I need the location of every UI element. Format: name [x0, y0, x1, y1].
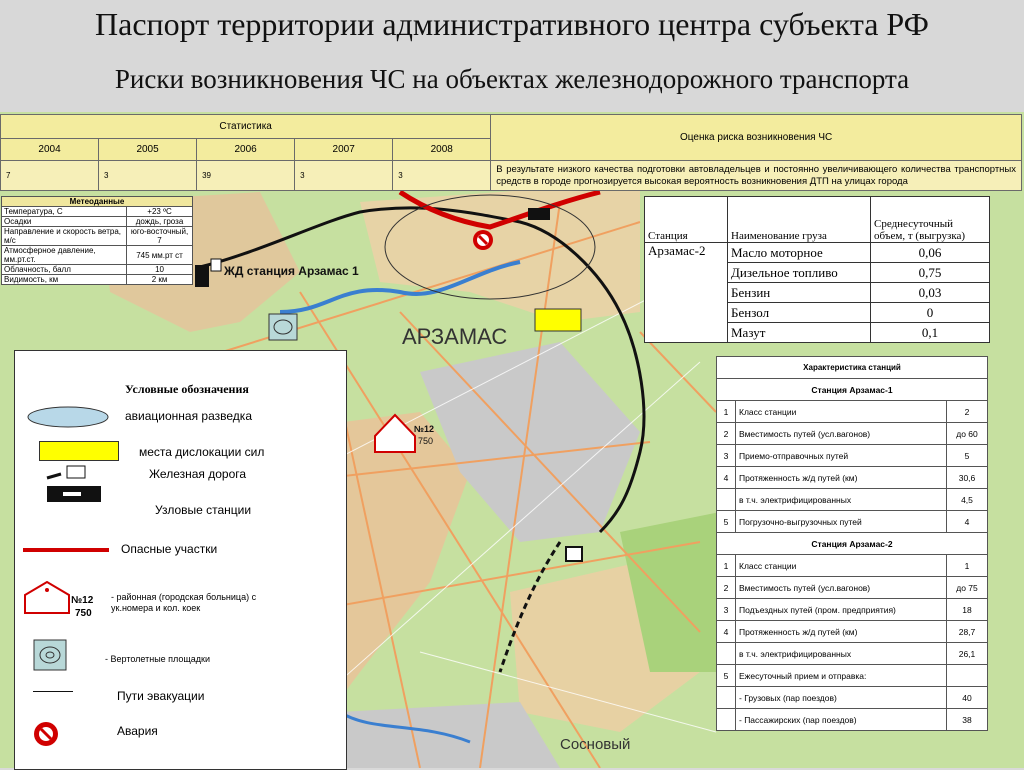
evac-line-icon: [33, 691, 73, 692]
row-label: Погрузочно-выгрузочных путей: [736, 511, 947, 533]
row-label: Подъездных путей (пром. предприятия): [736, 599, 947, 621]
cargo-value: 0,06: [871, 243, 990, 263]
legend-danger: Опасные участки: [121, 542, 218, 556]
row-label: Класс станции: [736, 401, 947, 423]
year-cell: 2008: [393, 139, 491, 161]
row-value: до 75: [947, 577, 988, 599]
cargo-header: Наименование груза: [728, 197, 871, 243]
cargo-name: Бензин: [728, 283, 871, 303]
row-num: 2: [717, 577, 736, 599]
row-label: Приемо-отправочных путей: [736, 445, 947, 467]
legend-hospital: - районная (городская больница) с ук.номера и кол. коек: [111, 592, 257, 613]
meteo-title: Метеоданные: [2, 197, 193, 207]
row-label: Вместимость путей (усл.вагонов): [736, 577, 947, 599]
row-label: Ежесуточный прием и отправка:: [736, 665, 947, 687]
meteo-label: Осадки: [2, 217, 127, 227]
risk-header: Оценка риска возникновения ЧС: [491, 115, 1022, 161]
meteo-value: 745 мм.рт ст: [127, 246, 193, 265]
header-bar: [0, 0, 1024, 112]
value-cell: 3: [295, 161, 393, 191]
row-label: Вместимость путей (усл.вагонов): [736, 423, 947, 445]
legend-heli: - Вертолетные площадки: [105, 654, 211, 664]
meteo-value: 10: [127, 265, 193, 275]
meteo-value: дождь, гроза: [127, 217, 193, 227]
legend-force-sites: места дислокации сил: [139, 445, 265, 459]
meteo-label: Температура, С: [2, 207, 127, 217]
cargo-value: 0,03: [871, 283, 990, 303]
row-label: в т.ч. электрифицированных: [736, 643, 947, 665]
row-value: 4,5: [947, 489, 988, 511]
row-num: 5: [717, 511, 736, 533]
row-num: 3: [717, 599, 736, 621]
row-value: 1: [947, 555, 988, 577]
map-hospital-beds: 750: [418, 436, 434, 446]
air-recon-icon: [25, 405, 111, 429]
row-value: 18: [947, 599, 988, 621]
risk-text: В результате низкого качества подготовки автовладельцев и постоянно увеличивающего количества транспортных средств в городе прогнозируется высокая вероятность возникновения ДТП на улицах города: [491, 161, 1022, 191]
legend-accident: Авария: [117, 724, 158, 738]
row-num: 4: [717, 621, 736, 643]
meteo-table: [1, 196, 193, 285]
row-value: 26,1: [947, 643, 988, 665]
cargo-table: [644, 196, 990, 343]
district-label: Сосновый: [560, 736, 631, 753]
meteo-label: Видимость, км: [2, 275, 127, 285]
row-num: [717, 687, 736, 709]
cargo-header: Среднесуточный объем, т (выгрузка): [871, 197, 990, 243]
row-label: Класс станции: [736, 555, 947, 577]
cargo-name: Масло моторное: [728, 243, 871, 263]
legend-title: Условные обозначения: [125, 382, 249, 396]
hospital-icon: [23, 581, 73, 615]
row-num: 3: [717, 445, 736, 467]
railway-icon: [45, 464, 105, 504]
meteo-label: Направление и скорость ветра, м/с: [2, 227, 127, 246]
row-label: - Грузовых (пар поездов): [736, 687, 947, 709]
row-num: 4: [717, 467, 736, 489]
chars-title: Характеристика станций: [717, 357, 988, 379]
city-label: АРЗАМАС: [402, 324, 508, 349]
year-cell: 2004: [1, 139, 99, 161]
row-value: до 60: [947, 423, 988, 445]
row-value: [947, 665, 988, 687]
helipad-icon: [33, 639, 67, 671]
row-label: Протяженность ж/д путей (км): [736, 621, 947, 643]
cargo-value: 0: [871, 303, 990, 323]
station-characteristics-table: [716, 356, 988, 731]
station1-header: Станция Арзамас-1: [717, 379, 988, 401]
legend-air-recon: авиационная разведка: [125, 409, 252, 423]
map-hospital-num: №12: [414, 424, 435, 434]
row-value: 5: [947, 445, 988, 467]
value-cell: 3: [393, 161, 491, 191]
meteo-value: +23 ºС: [127, 207, 193, 217]
station-label: ЖД станция Арзамас 1: [224, 264, 359, 278]
statistics-table: [0, 114, 1022, 191]
force-site-icon: [39, 441, 119, 461]
value-cell: 3: [99, 161, 197, 191]
value-cell: 39: [197, 161, 295, 191]
meteo-label: Облачность, балл: [2, 265, 127, 275]
station2-header: Станция Арзамас-2: [717, 533, 988, 555]
row-label: в т.ч. электрифицированных: [736, 489, 947, 511]
row-value: 40: [947, 687, 988, 709]
row-num: 5: [717, 665, 736, 687]
legend-railway: Железная дорога: [149, 467, 247, 481]
cargo-name: Мазут: [728, 323, 871, 343]
row-num: [717, 643, 736, 665]
danger-line-icon: [23, 548, 109, 552]
map-legend: [14, 350, 347, 770]
cargo-header: Станция: [645, 197, 728, 243]
row-label: - Пассажирских (пар поездов): [736, 709, 947, 731]
year-cell: 2007: [295, 139, 393, 161]
page-title: Паспорт территории административного центра субъекта РФ: [95, 6, 929, 42]
row-value: 4: [947, 511, 988, 533]
row-value: 28,7: [947, 621, 988, 643]
legend-hospital-beds: 750: [75, 608, 92, 619]
meteo-value: юго-восточный, 7: [127, 227, 193, 246]
legend-hospital-num: №12: [71, 595, 94, 606]
row-label: Протяженность ж/д путей (км): [736, 467, 947, 489]
year-cell: 2006: [197, 139, 295, 161]
row-num: [717, 709, 736, 731]
cargo-name: Бензол: [728, 303, 871, 323]
accident-icon: [33, 721, 59, 747]
row-num: 2: [717, 423, 736, 445]
legend-junction: Узловые станции: [155, 503, 252, 517]
cargo-name: Дизельное топливо: [728, 263, 871, 283]
row-num: 1: [717, 401, 736, 423]
row-value: 2: [947, 401, 988, 423]
meteo-label: Атмосферное давление, мм.рт.ст.: [2, 246, 127, 265]
row-num: [717, 489, 736, 511]
meteo-value: 2 км: [127, 275, 193, 285]
row-num: 1: [717, 555, 736, 577]
row-value: 30,6: [947, 467, 988, 489]
cargo-value: 0,75: [871, 263, 990, 283]
value-cell: 7: [1, 161, 99, 191]
year-cell: 2005: [99, 139, 197, 161]
legend-evac: Пути эвакуации: [117, 689, 205, 703]
statistics-title: Статистика: [1, 115, 491, 139]
cargo-value: 0,1: [871, 323, 990, 343]
row-value: 38: [947, 709, 988, 731]
cargo-station: Арзамас-2: [645, 243, 728, 343]
page-subtitle: Риски возникновения ЧС на объектах железнодорожного транспорта: [114, 64, 910, 94]
